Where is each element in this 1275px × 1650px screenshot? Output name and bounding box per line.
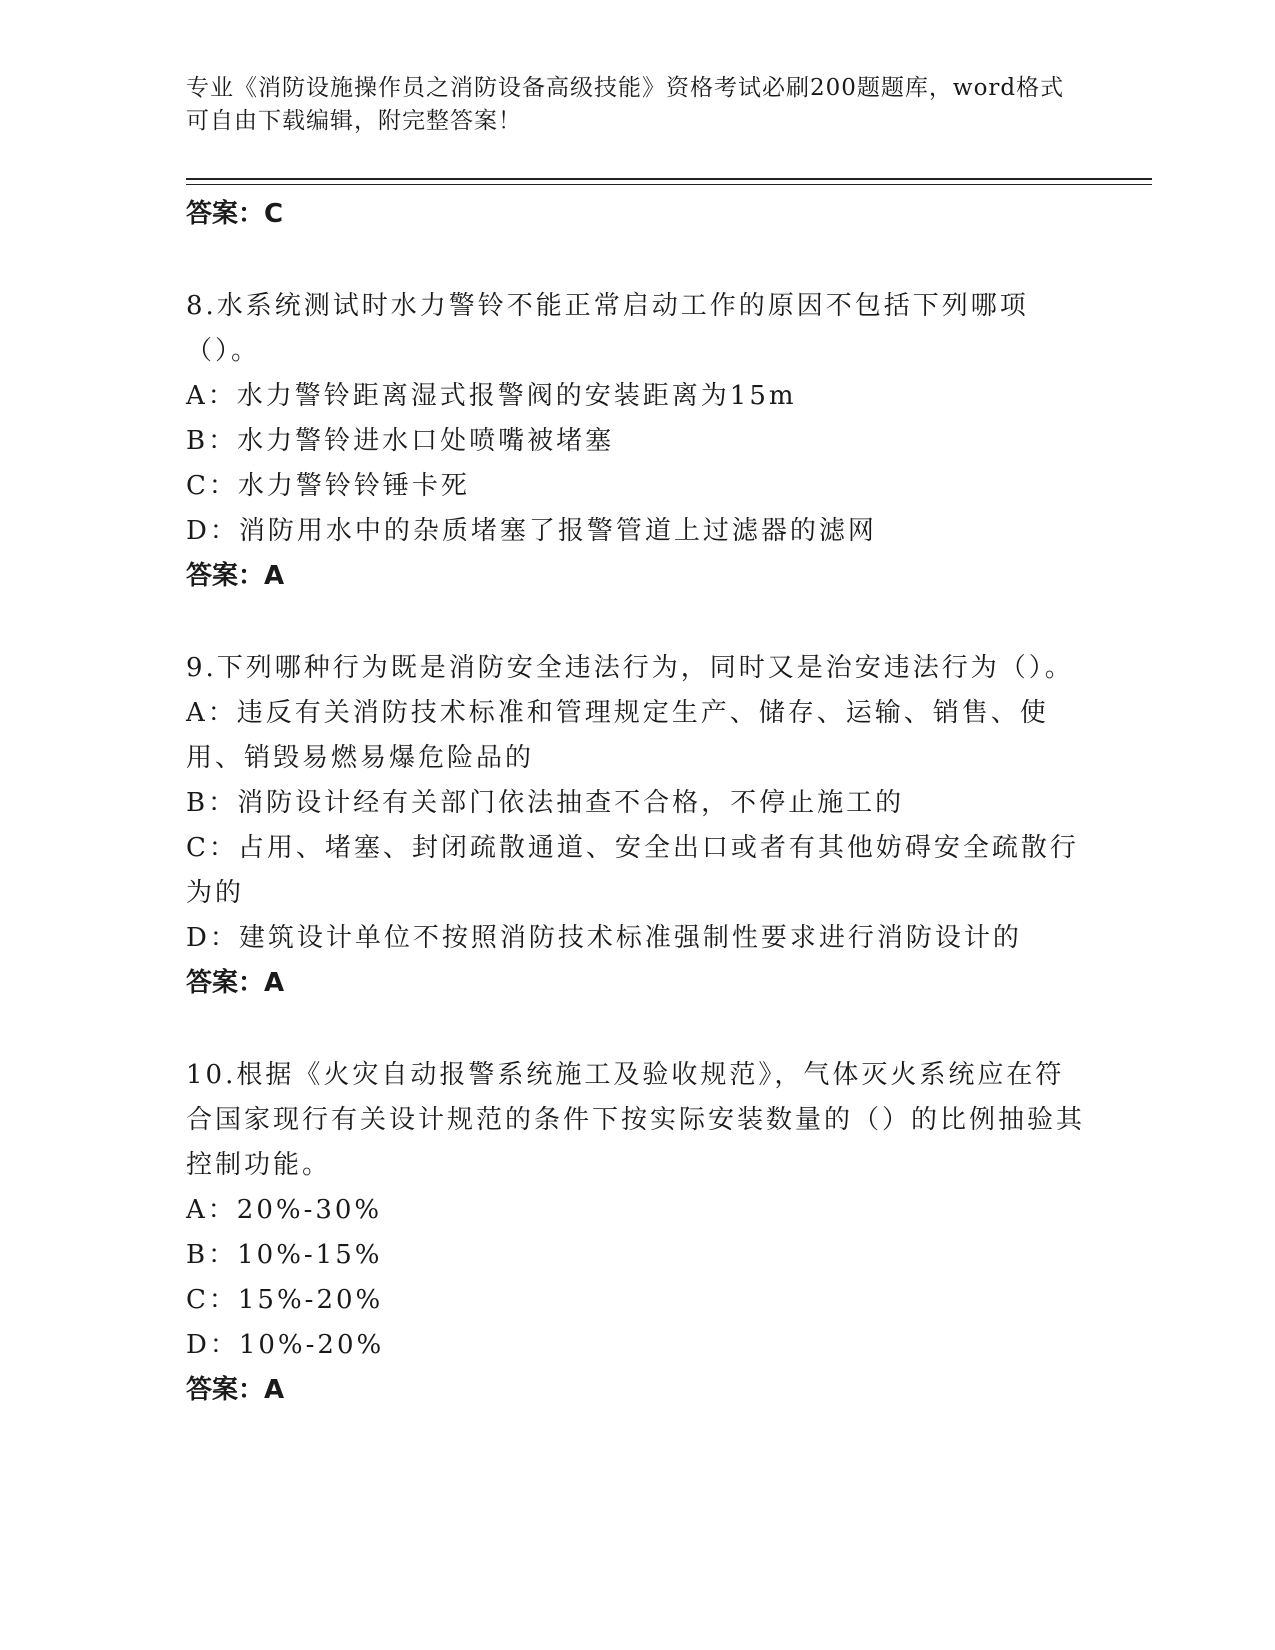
previous-answer: 答案：C: [186, 199, 284, 229]
header-rule-thin: [186, 184, 1152, 185]
option-d: D：建筑设计单位不按照消防技术标准强制性要求进行消防设计的: [186, 923, 1022, 953]
answer: 答案：A: [186, 1375, 285, 1405]
document-header: 专业《消防设施操作员之消防设备高级技能》资格考试必刷200题题库，word格式可自由下载编辑，附完整答案！: [186, 75, 1065, 134]
option-a: A：违反有关消防技术标准和管理规定生产、储存、运输、销售、使用、销毁易燃易爆危险品的: [186, 698, 1049, 773]
option-b: B：10%-15%: [186, 1240, 383, 1270]
option-d: D：消防用水中的杂质堵塞了报警管道上过滤器的滤网: [186, 516, 877, 546]
question-8: [186, 284, 1086, 598]
option-a: A：水力警铃距离湿式报警阀的安装距离为15m: [186, 381, 797, 411]
question-10: [186, 1053, 1086, 1412]
question-stem: 8.水系统测试时水力警铃不能正常启动工作的原因不包括下列哪项（）。: [186, 291, 1029, 366]
question-stem: 9.下列哪种行为既是消防安全违法行为，同时又是治安违法行为（）。: [186, 653, 1074, 683]
option-c: C：水力警铃铃锤卡死: [186, 471, 470, 501]
spacer: [186, 1005, 1086, 1053]
question-stem: 10.根据《火灾自动报警系统施工及验收规范》，气体灭火系统应在符合国家现行有关设计规范的条件下按实际安装数量的（）的比例抽验其控制功能。: [186, 1060, 1086, 1180]
option-d: D：10%-20%: [186, 1330, 385, 1360]
option-a: A：20%-30%: [186, 1195, 383, 1225]
option-c: C：15%-20%: [186, 1285, 384, 1315]
option-b: B：消防设计经有关部门依法抽查不合格，不停止施工的: [186, 788, 905, 818]
question-9: [186, 646, 1086, 1005]
answer: 答案：A: [186, 968, 285, 998]
option-b: B：水力警铃进水口处喷嘴被堵塞: [186, 426, 615, 456]
document-body: [186, 192, 1086, 1412]
spacer: [186, 598, 1086, 646]
answer: 答案：A: [186, 561, 285, 591]
header-rule-thick: [186, 178, 1152, 180]
spacer: [186, 236, 1086, 284]
option-c: C：占用、堵塞、封闭疏散通道、安全出口或者有其他妨碍安全疏散行为的: [186, 833, 1079, 908]
